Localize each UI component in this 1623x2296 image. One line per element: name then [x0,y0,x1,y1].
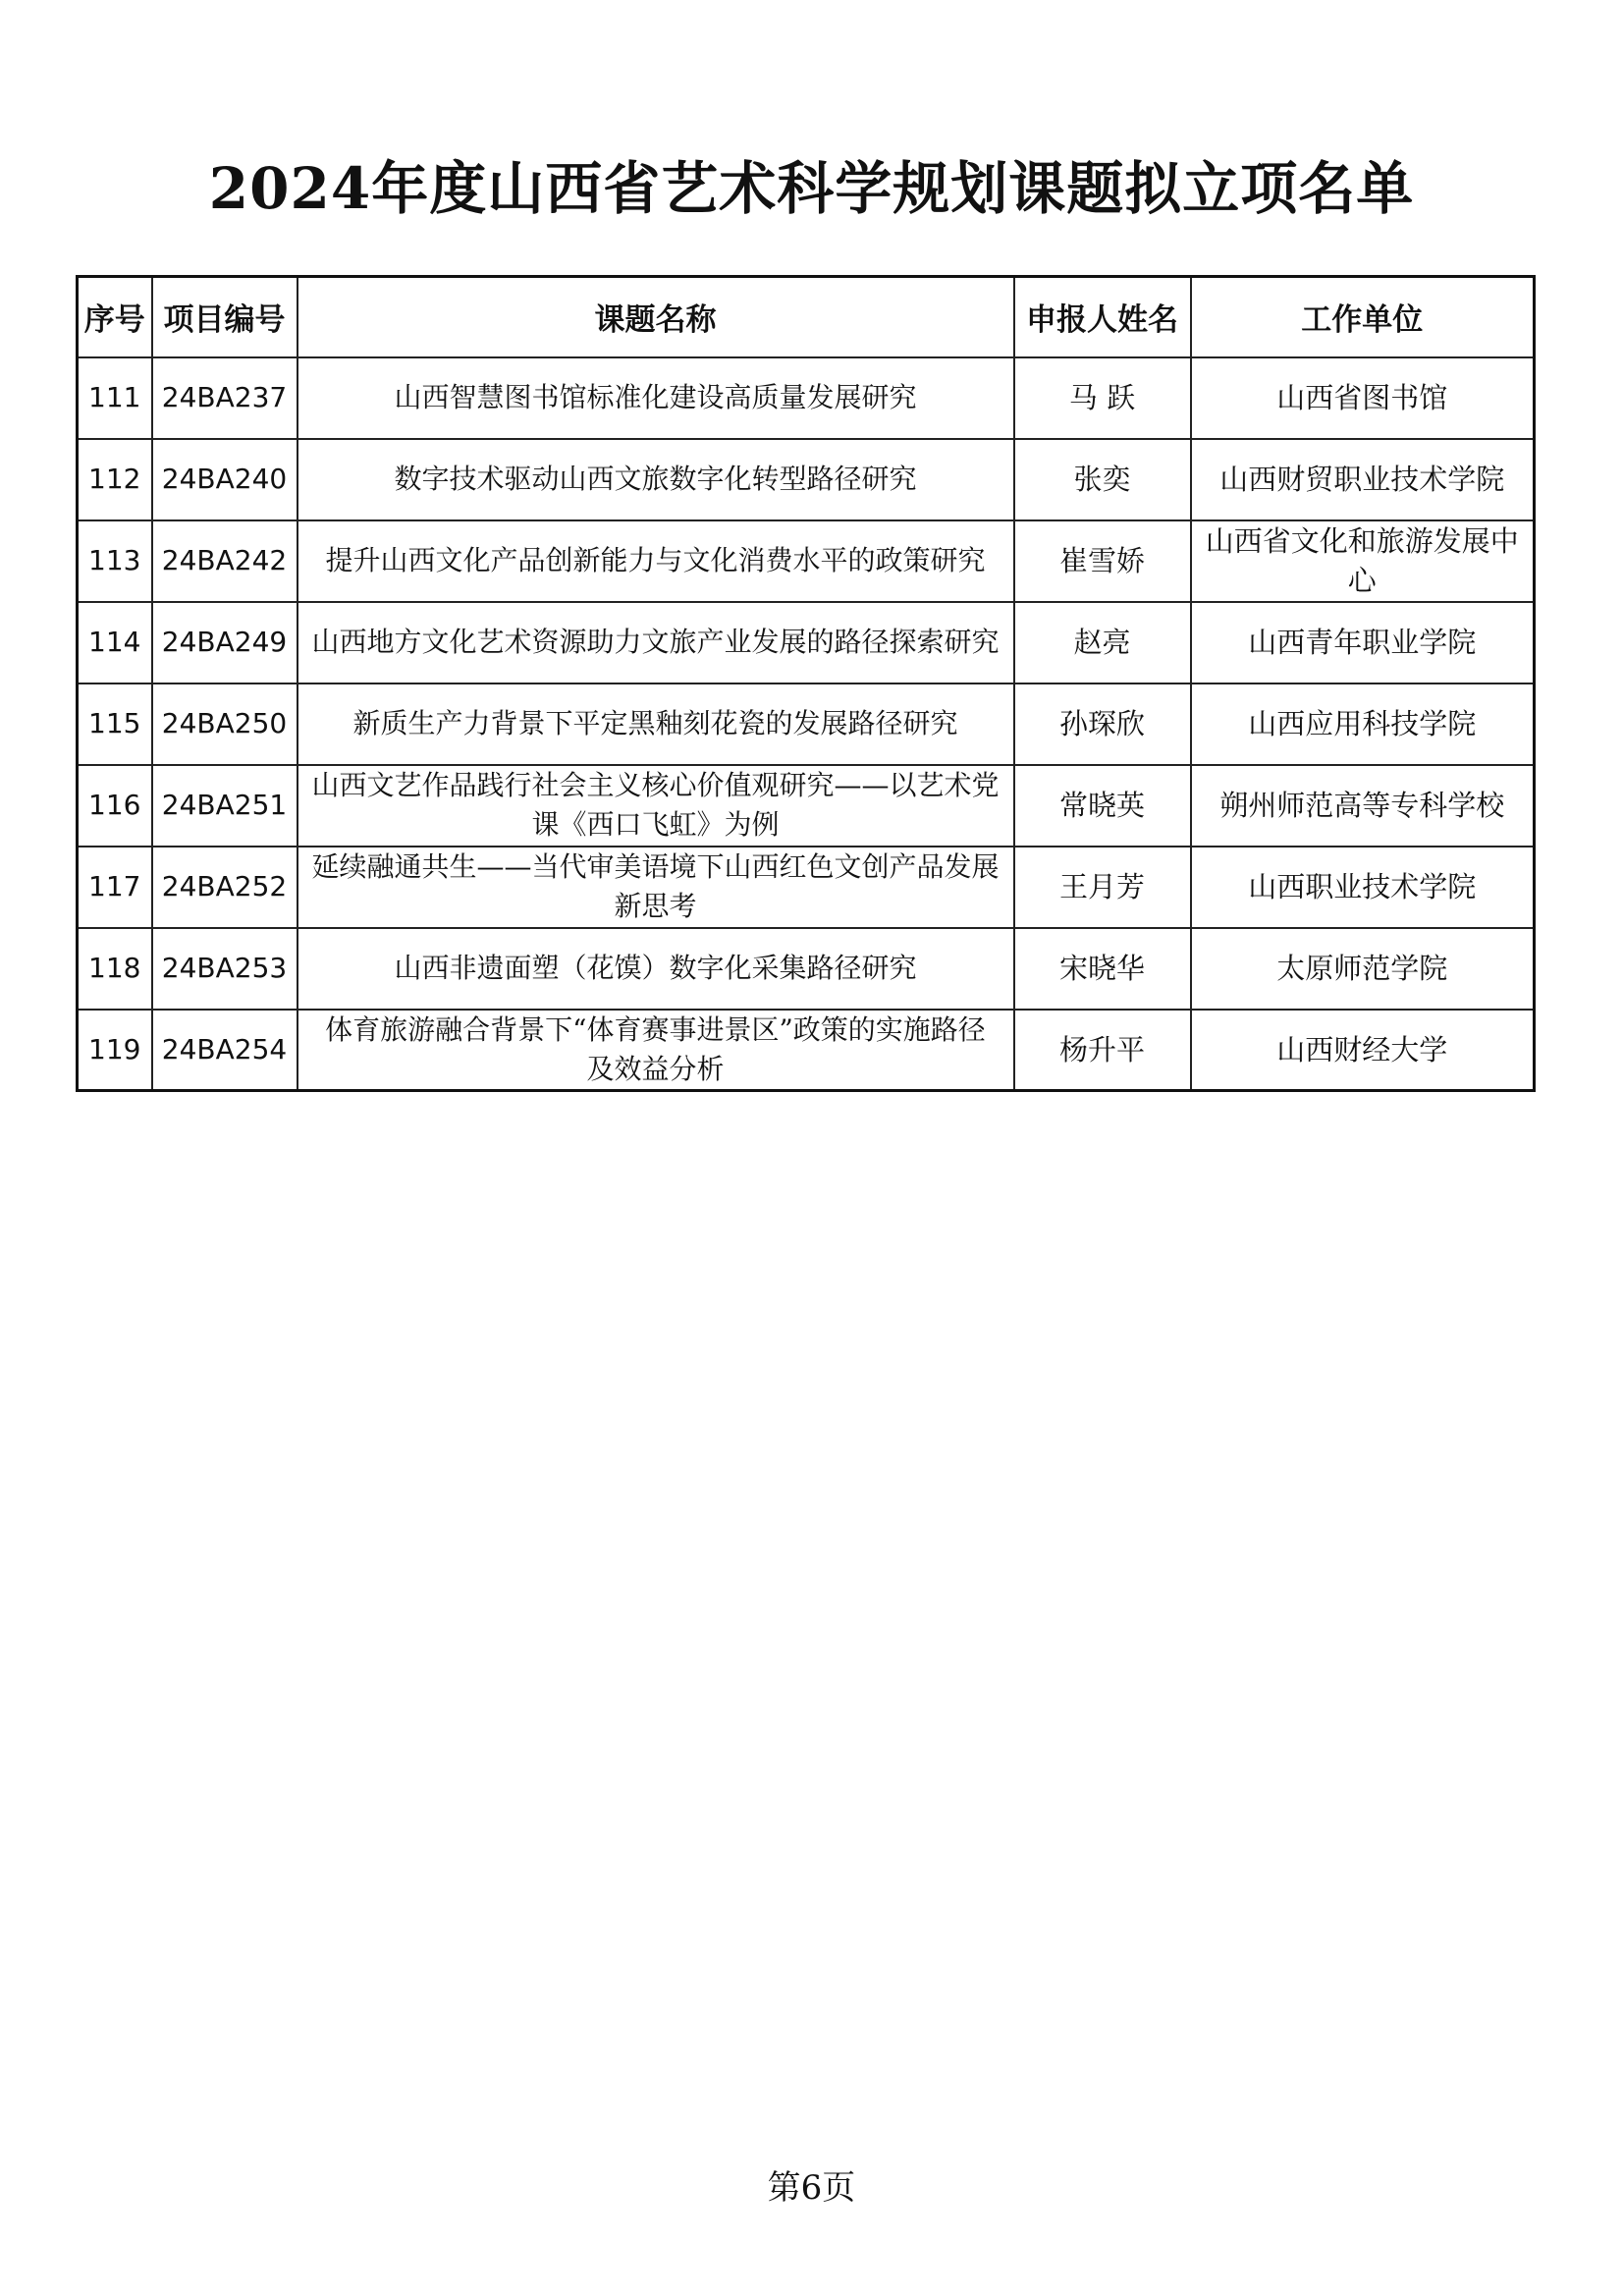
header-unit: 工作单位 [1191,277,1535,357]
table-header-row [78,277,1535,357]
cell-seq: 117 [78,847,152,928]
cell-topic: 山西非遗面塑（花馍）数字化采集路径研究 [298,928,1014,1010]
header-code: 项目编号 [152,277,298,357]
cell-topic: 新质生产力背景下平定黑釉刻花瓷的发展路径研究 [298,683,1014,765]
table-row [78,683,1535,765]
cell-seq: 111 [78,357,152,439]
cell-unit: 朔州师范高等专科学校 [1191,765,1535,847]
cell-unit: 山西省图书馆 [1191,357,1535,439]
cell-applicant: 王月芳 [1014,847,1191,928]
cell-applicant: 崔雪娇 [1014,520,1191,602]
cell-unit: 山西财经大学 [1191,1010,1535,1091]
cell-applicant: 马 跃 [1014,357,1191,439]
table-row [78,520,1535,602]
cell-unit: 山西应用科技学院 [1191,683,1535,765]
cell-seq: 115 [78,683,152,765]
cell-code: 24BA252 [152,847,298,928]
cell-unit: 太原师范学院 [1191,928,1535,1010]
page-title: 2024年度山西省艺术科学规划课题拟立项名单 [208,155,1415,222]
cell-code: 24BA242 [152,520,298,602]
cell-seq: 118 [78,928,152,1010]
cell-seq: 114 [78,602,152,683]
table-row [78,847,1535,928]
cell-code: 24BA251 [152,765,298,847]
cell-topic: 山西文艺作品践行社会主义核心价值观研究——以艺术党课《西口飞虹》为例 [298,765,1014,847]
table-row [78,357,1535,439]
cell-topic: 提升山西文化产品创新能力与文化消费水平的政策研究 [298,520,1014,602]
cell-applicant: 宋晓华 [1014,928,1191,1010]
project-list-table [76,275,1536,1092]
table-row [78,602,1535,683]
table-row [78,439,1535,520]
cell-topic: 延续融通共生——当代审美语境下山西红色文创产品发展新思考 [298,847,1014,928]
cell-code: 24BA253 [152,928,298,1010]
cell-applicant: 常晓英 [1014,765,1191,847]
header-seq: 序号 [78,277,152,357]
cell-seq: 112 [78,439,152,520]
cell-unit: 山西省文化和旅游发展中心 [1191,520,1535,602]
table-row [78,928,1535,1010]
cell-code: 24BA254 [152,1010,298,1091]
cell-applicant: 杨升平 [1014,1010,1191,1091]
cell-applicant: 张奕 [1014,439,1191,520]
cell-applicant: 孙琛欣 [1014,683,1191,765]
cell-topic: 体育旅游融合背景下“体育赛事进景区”政策的实施路径及效益分析 [298,1010,1014,1091]
header-topic: 课题名称 [298,277,1014,357]
cell-topic: 山西智慧图书馆标准化建设高质量发展研究 [298,357,1014,439]
cell-unit: 山西青年职业学院 [1191,602,1535,683]
table-row [78,765,1535,847]
header-applicant: 申报人姓名 [1014,277,1191,357]
cell-code: 24BA240 [152,439,298,520]
cell-code: 24BA250 [152,683,298,765]
page-number: 第6页 [767,2168,856,2208]
cell-applicant: 赵亮 [1014,602,1191,683]
cell-seq: 119 [78,1010,152,1091]
table-row [78,1010,1535,1091]
cell-topic: 数字技术驱动山西文旅数字化转型路径研究 [298,439,1014,520]
cell-topic: 山西地方文化艺术资源助力文旅产业发展的路径探索研究 [298,602,1014,683]
cell-seq: 113 [78,520,152,602]
cell-unit: 山西职业技术学院 [1191,847,1535,928]
cell-code: 24BA249 [152,602,298,683]
cell-code: 24BA237 [152,357,298,439]
cell-unit: 山西财贸职业技术学院 [1191,439,1535,520]
cell-seq: 116 [78,765,152,847]
